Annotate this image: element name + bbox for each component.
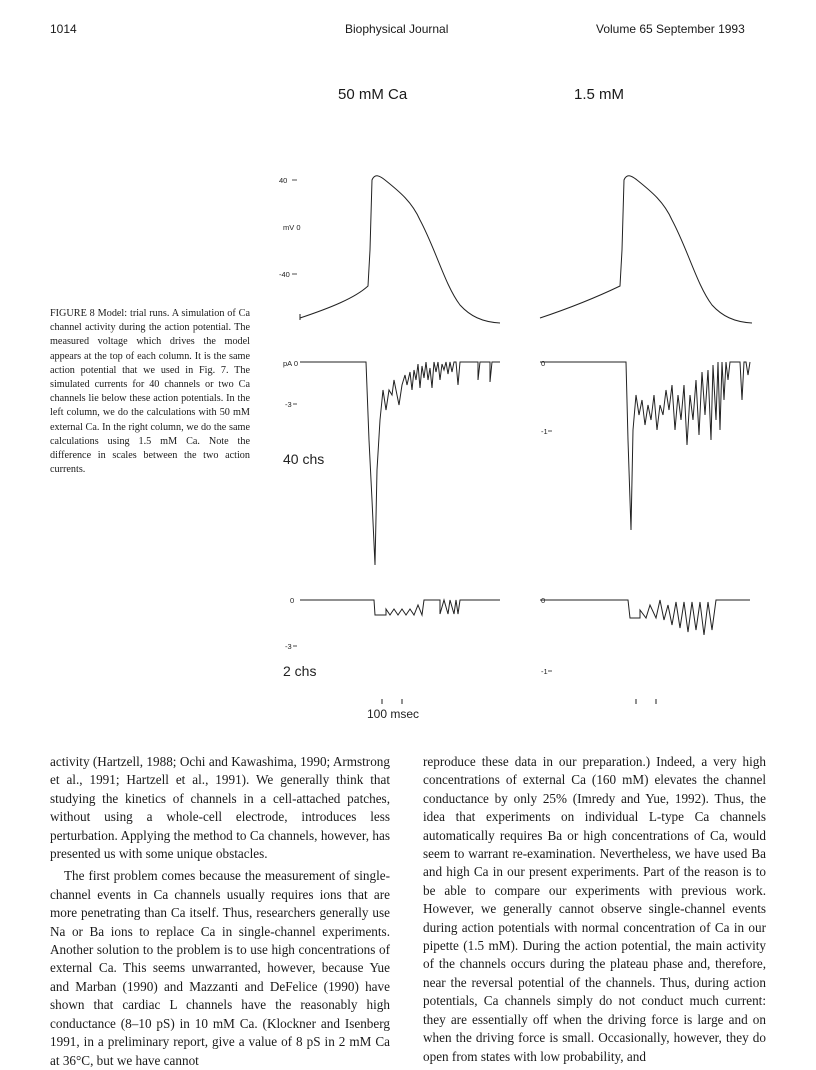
label-2-channels: 2 chs bbox=[283, 663, 317, 679]
right-2ch-tick-0: 0 bbox=[541, 596, 546, 605]
right-40ch-current bbox=[540, 362, 750, 530]
body-right-column bbox=[423, 753, 766, 1066]
left-2ch-tick-minus3: -3 bbox=[285, 642, 292, 651]
voltage-tick-0: mV 0 bbox=[283, 223, 301, 232]
page-number: 1014 bbox=[50, 22, 77, 36]
left-column-title: 50 mM Ca bbox=[338, 86, 408, 103]
left-action-potential bbox=[300, 176, 500, 323]
figure-caption: FIGURE 8 Model: trial runs. A simulation of Ca channel activity during the action potential. The measured voltage which drives the model appears at the top of each column. It is the same action potential that we used in Fig. 7. The simulated currents for 40 channels or two Ca channels lie below these action potentials. In the left column, we do the calculations with 50 mM external Ca. In the right column, we do the same calculations using 1.5 mM Ca. Note the difference in scales between the two action currents. bbox=[50, 308, 250, 476]
label-40-channels: 40 chs bbox=[283, 451, 325, 467]
left-current-tick-0: pA 0 bbox=[283, 359, 299, 368]
left-40ch-current bbox=[300, 362, 500, 565]
right-column-title: 1.5 mM bbox=[574, 86, 625, 103]
right-current-tick-minus1: -1 bbox=[541, 427, 548, 436]
right-current-tick-0: 0 bbox=[541, 359, 546, 368]
volume-date: Volume 65 September 1993 bbox=[596, 22, 745, 36]
body-left-paragraph-2: The first problem comes because the measurement of single-channel events in Ca channels usually requires ions that are more penetrating than Ca itself. Thus, researchers generally use Na or Ba ions to replace Ca in single-channel experiments. Another solution to the problem is to use high concentrations of external Ca. This seems unwarranted, however, because Yue and Marban (1990) and Mazzanti and DeFelice (1990) have shown that cardiac L channels have the reasonably high conductance (8–10 pS) in 10 mM Ca. (Klockner and Isenberg 1991, in a preliminary report, give a value of 8 pS in 2 mM Ca at 36°C, but we have cannot bbox=[50, 868, 390, 1068]
voltage-tick-40: 40 bbox=[279, 176, 288, 185]
journal-title: Biophysical Journal bbox=[345, 22, 449, 36]
voltage-tick-minus40: -40 bbox=[279, 270, 290, 279]
right-2ch-current bbox=[540, 600, 750, 635]
time-scale-label: 100 msec bbox=[367, 707, 420, 721]
body-right-paragraph-1: reproduce these data in our preparation.) Indeed, a very high concentrations of external Ca (160 mM) elevates the channel conductance by only 25% (Imredy and Yue, 1992). Thus, the idea that experiments on individual L-type Ca channels automatically requires Ba or high concentrations of Ca, would seem to warrant re-examination. Nevertheless, we have used Ba and high Ca in our present experiments. Part of the reason is to be able to compare our experiments with previous work. However, we generally cannot observe single-channel events during action potentials with normal concentration of Ca in our pipette (1.5 mM). During the action potential, the main activity of the channels occurs during the plateau phase and, therefore, near the reversal potential of the channels. Thus, during action potentials, Ca channels simply do not conduct much current: they are essentially off when the driving force is large and on when the driving force is small. Occasionally, however, they do open from states with low probability, and bbox=[423, 754, 766, 1064]
right-action-potential bbox=[540, 176, 752, 323]
body-left-paragraph-1: activity (Hartzell, 1988; Ochi and Kawashima, 1990; Armstrong et al., 1991; Hartzell et al., 1991). We generally think that studying the kinetics of channels in a cell-attached patches, without using a whole-cell electrode, introduces less perturbation. Applying the method to Ca channels, however, has presented us with some unique obstacles. bbox=[50, 754, 390, 862]
left-current-tick-minus3: -3 bbox=[285, 400, 292, 409]
left-2ch-tick-0: 0 bbox=[290, 596, 295, 605]
left-2ch-current bbox=[300, 600, 500, 615]
body-left-column bbox=[50, 753, 390, 1070]
right-2ch-tick-minus1: -1 bbox=[541, 667, 548, 676]
